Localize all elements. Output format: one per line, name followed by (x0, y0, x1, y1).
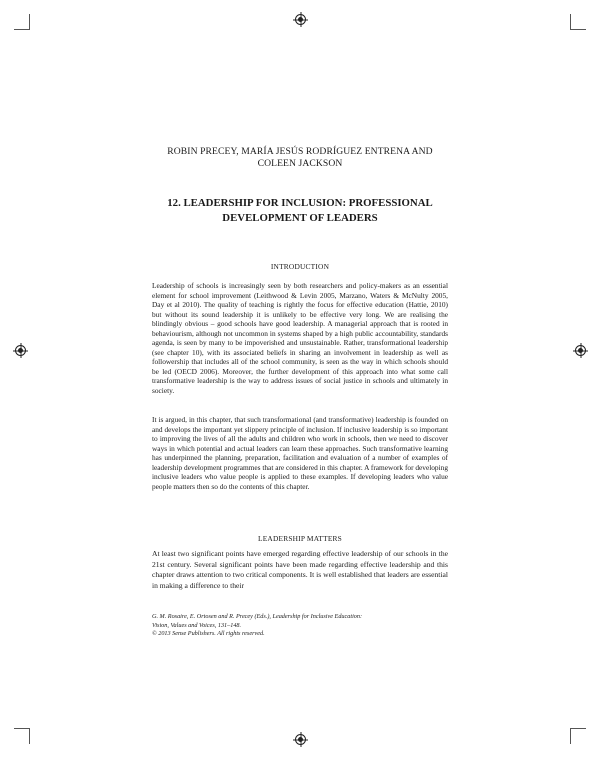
section-heading-introduction: INTRODUCTION (270, 262, 330, 271)
chapter-title: 12. LEADERSHIP FOR INCLUSION: PROFESSIONAL DEVELOPMENT OF LEADERS (167, 197, 433, 224)
footnote-line-editors: G. M. Rosaire, E. Ortosen and R. Precey (Eds.), Leadership for Inclusive Education: (152, 613, 363, 620)
introduction-paragraph-2: It is argued, in this chapter, that such transformational (and transformative) leadership is founded on and develops the important yet slippery principle of inclusion. If inclusive leadership is so important to improving the lives of all the adults and children who work in schools, then we need to discover ways in which potential and actual leaders can learn these approaches. Such transformative learning has underpinned the planning, preparation, facilitation and evaluation of a number of examples of leadership development programmes that are considered in this chapter. A framework for developing inclusive leaders who value people is applied to these examples. If developing leaders who value people matters then so do the contents of this chapter. (152, 415, 448, 491)
crop-mark-bottom-left-vertical (29, 728, 30, 744)
section-heading-leadership-matters: LEADERSHIP MATTERS (257, 534, 342, 543)
introduction-paragraph-1: Leadership of schools is increasingly seen by both researchers and policy-makers as an essential element for school improvement (Leithwood & Levin 2005, Marzano, Waters & McNulty 2005, Day et al 2010). The quality of teaching is rightly the focus for effective education (Hattie, 2010) but without its sound leadership it is unlikely to be effective very long. We are realising the blindingly obvious – good schools have good leadership. A managerial approach that is rooted in behaviourism, although not uncommon in systems shaped by a high public accountability, standards agenda, is seen by many to be impoverished and unsustainable. Rather, transformational leadership (see chapter 10), with its associated beliefs in sharing an involvement in leadership as well as followership that includes all of the school community, is seen as the way in which schools should be led (OECD 2006). Moreover, the further development of this approach into what some call transformative leadership is the way to address issues of social justice in schools and ultimately in society. (152, 281, 448, 396)
registration-mark-left-icon (15, 345, 26, 356)
publication-footnote (152, 613, 448, 639)
crop-mark-bottom-left-horizontal (14, 728, 30, 729)
registration-mark-bottom-icon (295, 734, 306, 745)
author-list: ROBIN PRECEY, MARÍA JESÚS RODRÍGUEZ ENTRENA AND COLEEN JACKSON (167, 146, 433, 169)
registration-mark-right-icon (575, 345, 586, 356)
crop-mark-bottom-right-horizontal (570, 728, 586, 729)
crop-mark-top-left-vertical (29, 14, 30, 30)
footnote-line-copyright: © 2013 Sense Publishers. All rights reserved. (152, 630, 265, 638)
crop-mark-top-right-vertical (570, 14, 571, 30)
footnote-line-pages: Vision, Values and Voices, 131–148. (152, 621, 242, 629)
registration-mark-top-icon (295, 14, 306, 25)
crop-mark-top-left-horizontal (14, 29, 30, 30)
crop-mark-bottom-right-vertical (570, 728, 571, 744)
crop-mark-top-right-horizontal (570, 29, 586, 30)
leadership-matters-paragraph-1: At least two significant points have emerged regarding effective leadership of our schools in the 21st century. Several significant points have been made regarding effective leadership and this chapter draws attention to two critical components. It is well established that leaders are essential in making a difference to their (152, 549, 448, 590)
